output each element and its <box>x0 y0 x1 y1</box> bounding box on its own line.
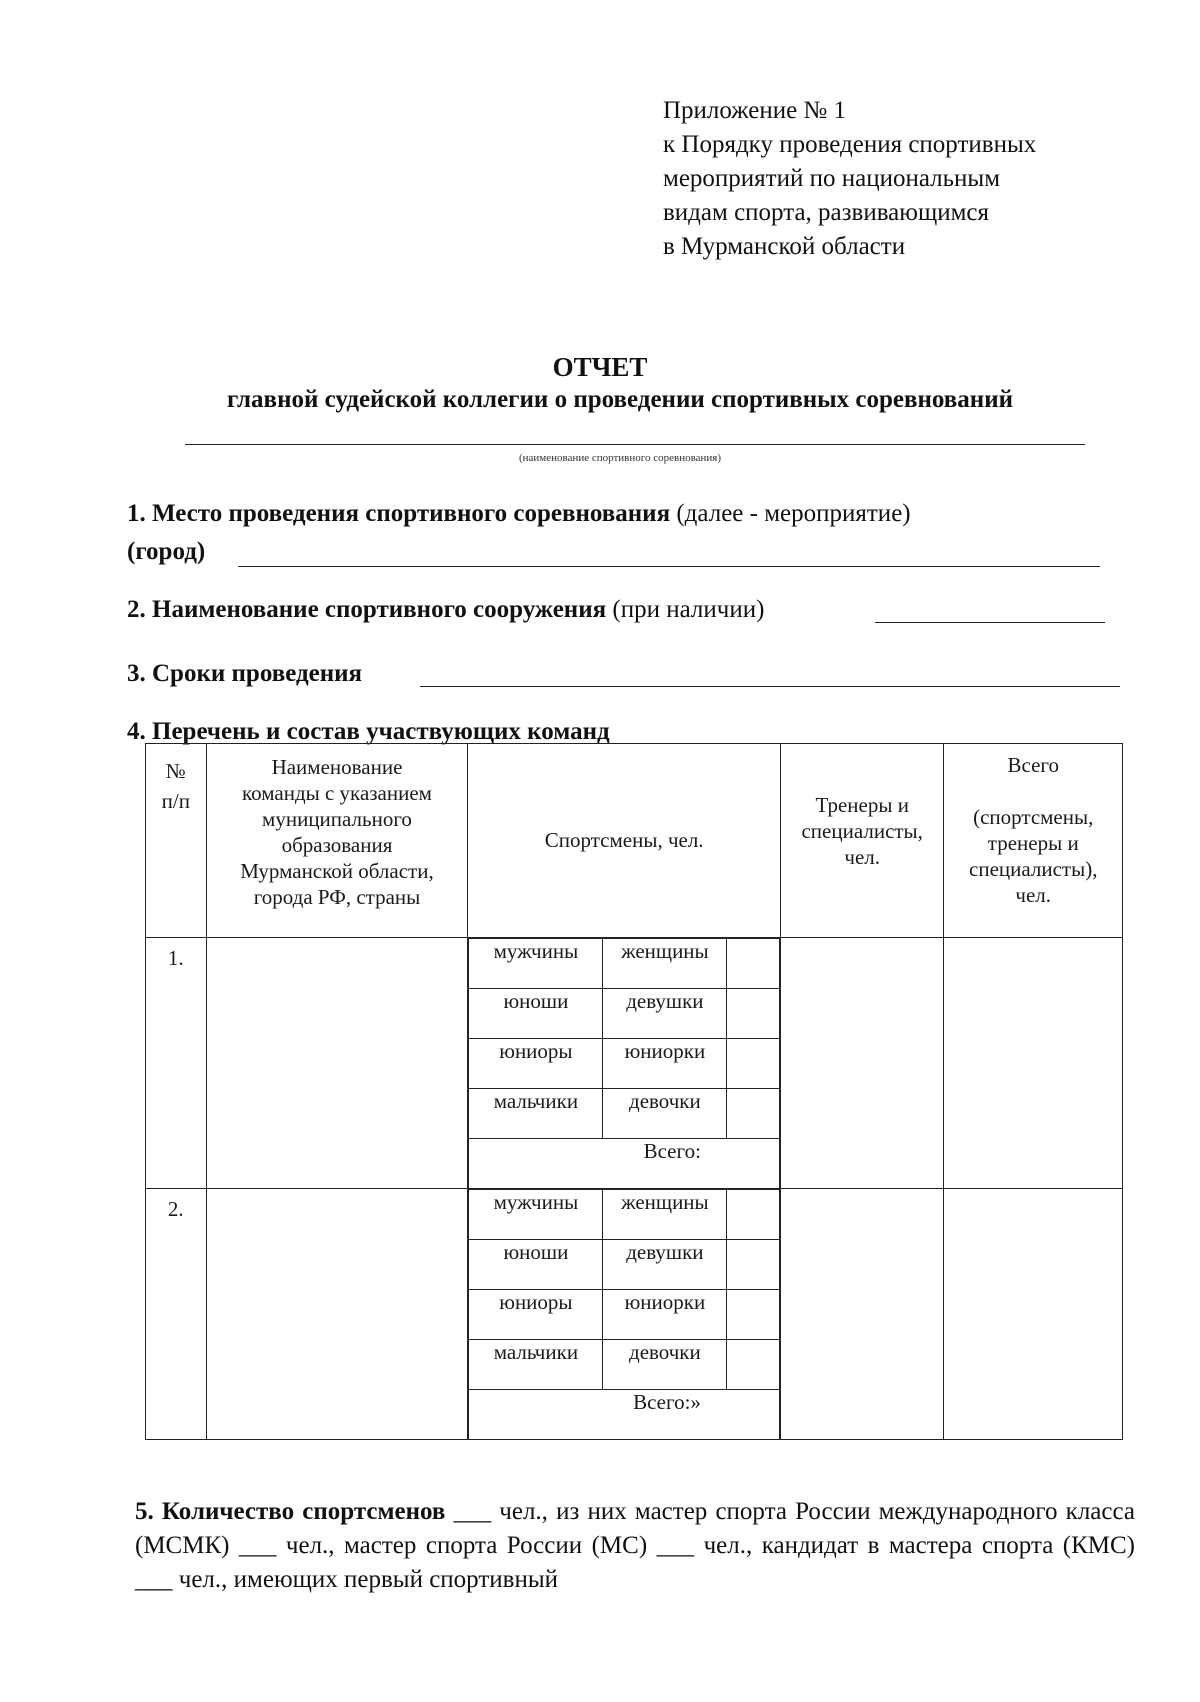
category-female: юниорки <box>603 1290 727 1340</box>
header-total-line: специалисты), <box>969 857 1098 881</box>
header-total-title: Всего <box>1007 753 1059 777</box>
section-3-title <box>127 660 362 688</box>
header-coaches-line: Тренеры и <box>815 793 909 817</box>
annex-line: в Мурманской области <box>663 233 906 260</box>
row-number-cell <box>146 1189 207 1440</box>
athletes-cell <box>468 938 781 1189</box>
competition-name-line <box>185 444 1085 445</box>
row-number: 1. <box>167 946 184 970</box>
category-female: девушки <box>603 989 727 1039</box>
team-name-cell[interactable] <box>206 938 468 1189</box>
section-5-paragraph <box>135 1495 1135 1597</box>
section-1-city-label: (город) <box>127 538 206 565</box>
header-coaches-line: специалисты, <box>801 819 923 843</box>
section-4-title <box>127 718 610 746</box>
category-female: девочки <box>603 1340 727 1390</box>
header-team-name <box>206 744 468 938</box>
count-cell[interactable] <box>727 989 780 1039</box>
category-male: юноши <box>469 1240 603 1290</box>
annex-line: к Порядку проведения спортивных <box>663 131 1037 158</box>
header-team-name-line: команды с указанием <box>242 781 432 805</box>
section-1-note: (далее - мероприятие) <box>670 500 911 527</box>
category-female: женщины <box>603 1190 727 1240</box>
header-total <box>944 744 1123 938</box>
report-subtitle: главной судейской коллегии о проведении спортивных соревнований <box>226 386 1014 413</box>
team-name-cell[interactable] <box>206 1189 468 1440</box>
athletes-total-label: Всего:» <box>469 1390 780 1440</box>
header-number <box>146 744 207 938</box>
annex-block <box>663 94 1036 264</box>
table-header-row <box>146 744 1123 938</box>
category-female: юниорки <box>603 1039 727 1089</box>
header-coaches <box>780 744 944 938</box>
athletes-cell <box>468 1189 781 1440</box>
total-cell[interactable] <box>944 938 1123 1189</box>
dates-fill-line <box>420 686 1120 687</box>
count-cell[interactable] <box>727 1290 780 1340</box>
annex-line: Приложение № 1 <box>663 97 847 124</box>
category-male: мужчины <box>469 939 603 989</box>
section-1-label: 1. Место проведения спортивного соревнования <box>127 500 671 527</box>
header-athletes: Спортсмены, чел. <box>468 744 781 938</box>
venue-fill-line <box>875 622 1105 623</box>
report-title: ОТЧЕТ <box>552 352 648 382</box>
header-team-name-line: Наименование <box>271 755 403 779</box>
category-female: девочки <box>603 1089 727 1139</box>
header-team-name-line: муниципального <box>262 807 412 831</box>
header-coaches-line: чел. <box>844 845 881 869</box>
section-2-note: (при наличии) <box>606 596 765 623</box>
count-cell[interactable] <box>727 939 780 989</box>
header-team-name-line: Мурманской области, <box>240 859 434 883</box>
category-male: юниоры <box>469 1039 603 1089</box>
row-number: 2. <box>167 1197 184 1221</box>
header-total-line: тренеры и <box>987 831 1079 855</box>
category-female: девушки <box>603 1240 727 1290</box>
category-female: женщины <box>603 939 727 989</box>
count-cell[interactable] <box>727 1240 780 1290</box>
coaches-cell[interactable] <box>780 1189 944 1440</box>
header-team-name-line: образования <box>281 833 393 857</box>
athletes-breakdown <box>468 1189 780 1439</box>
header-team-name-line: города РФ, страны <box>253 885 421 909</box>
header-total-line: (спортсмены, <box>973 805 1094 829</box>
section-2-label: 2. Наименование спортивного сооружения <box>127 596 607 623</box>
count-cell[interactable] <box>727 1190 780 1240</box>
category-male: юниоры <box>469 1290 603 1340</box>
count-cell[interactable] <box>727 1089 780 1139</box>
count-cell[interactable] <box>727 1039 780 1089</box>
annex-line: видам спорта, развивающимся <box>663 199 989 226</box>
header-number-sign: № <box>165 759 186 783</box>
category-male: юноши <box>469 989 603 1039</box>
section-5-text: ___ чел., из них мастер спорта России международного класса (МСМК) ___ чел., мастер спорта России (МС) ___ чел., кандидат в мастера спорта (КМС) ___ чел., имеющих первый спортивный <box>135 1498 1135 1593</box>
count-cell[interactable] <box>727 1340 780 1390</box>
total-cell[interactable] <box>944 1189 1123 1440</box>
athletes-total-label: Всего: <box>469 1139 780 1189</box>
city-fill-line <box>238 566 1100 567</box>
section-2-title <box>127 596 764 624</box>
row-number-cell <box>146 938 207 1189</box>
table-row <box>146 938 1123 1189</box>
section-3-label: 3. Сроки проведения <box>127 660 363 687</box>
athletes-breakdown <box>468 938 780 1188</box>
category-male: мальчики <box>469 1089 603 1139</box>
section-1-city <box>127 538 205 566</box>
section-1-title <box>127 500 911 528</box>
teams-table <box>145 743 1123 1440</box>
section-5-label: 5. Количество спортсменов <box>135 1498 446 1525</box>
header-total-line: чел. <box>1015 883 1052 907</box>
annex-line: мероприятий по национальным <box>663 165 1001 192</box>
section-4-label: 4. Перечень и состав участвующих команд <box>127 718 610 745</box>
category-male: мальчики <box>469 1340 603 1390</box>
header-number-pp: п/п <box>161 789 190 813</box>
table-row <box>146 1189 1123 1440</box>
category-male: мужчины <box>469 1190 603 1240</box>
competition-name-caption: (наименование спортивного соревнования) <box>518 452 722 464</box>
coaches-cell[interactable] <box>780 938 944 1189</box>
